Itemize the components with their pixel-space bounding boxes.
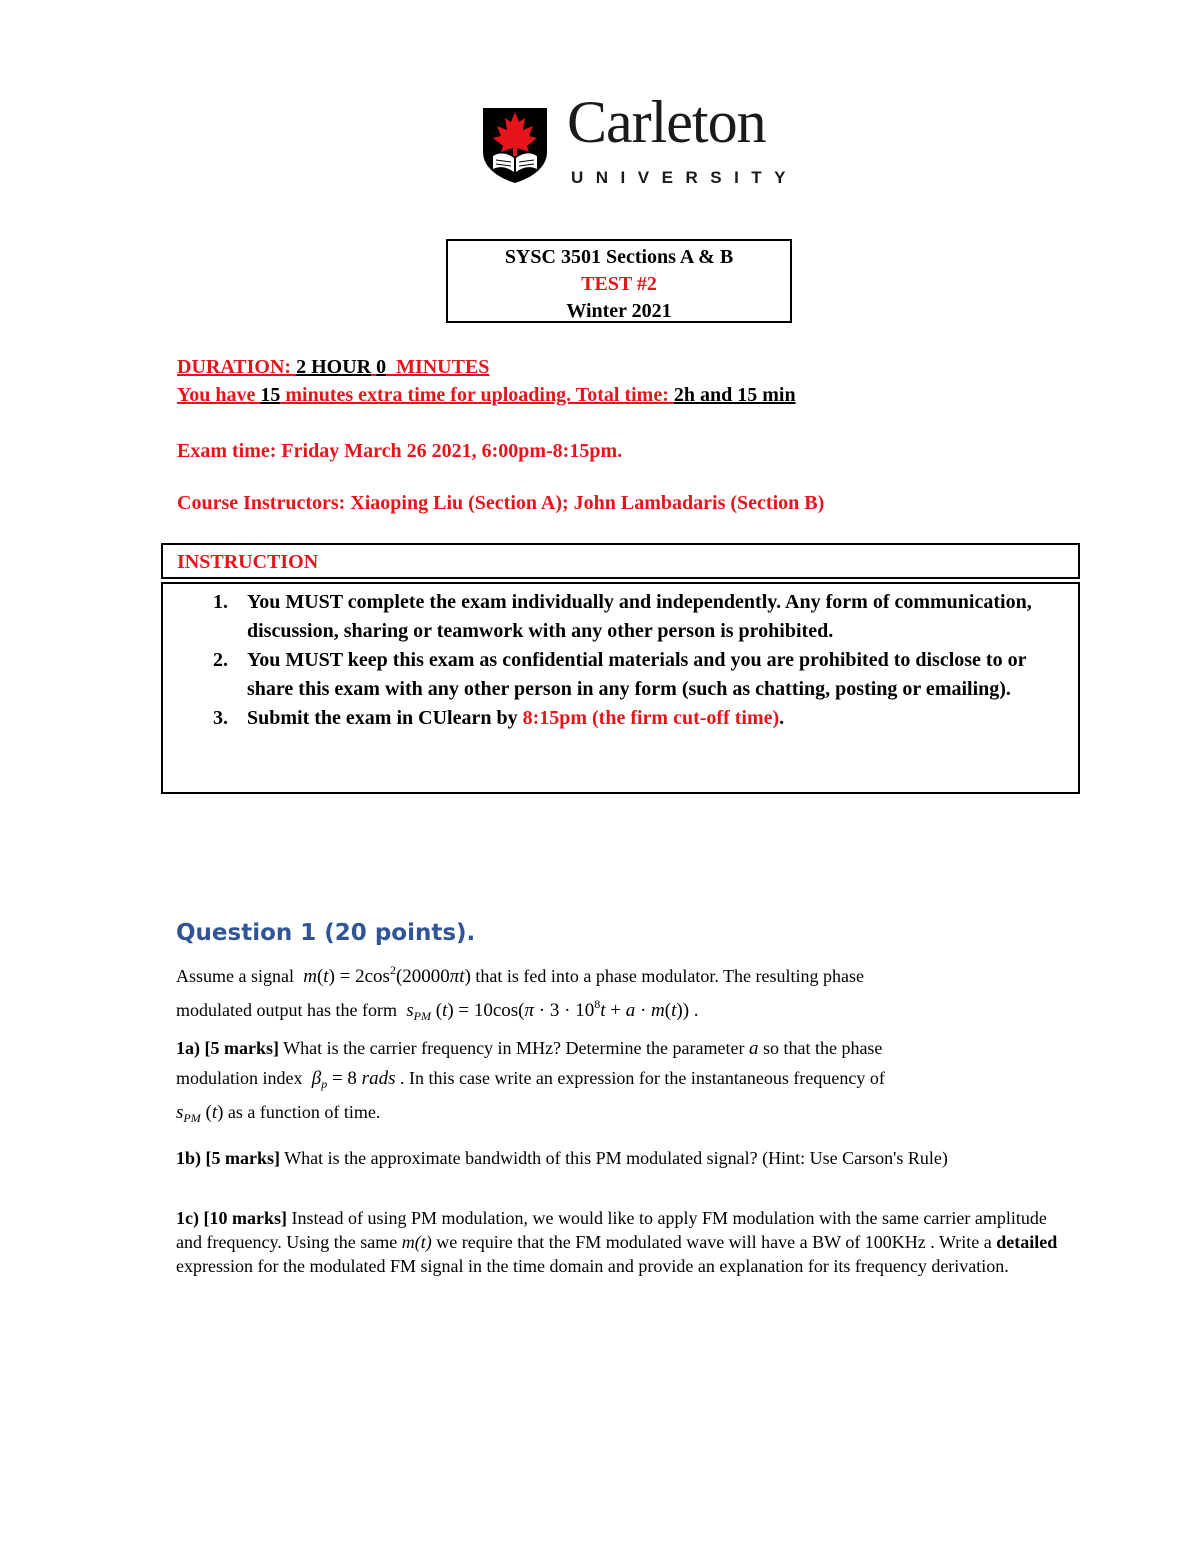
upload-pre: You have — [177, 384, 256, 406]
part-text: so that the phase — [762, 1038, 883, 1058]
intro-text: that is fed into a phase modulator. The resulting phase — [475, 966, 865, 986]
part-marks: [5 marks] — [204, 1038, 279, 1058]
test-number: TEST #2 — [581, 273, 657, 295]
part-1a-line3: $s_{PM}$ (t) as a function of time. — [176, 1102, 381, 1125]
pm-output-equation: s — [401, 1000, 414, 1021]
part-1a — [176, 1036, 1076, 1061]
mt-symbol: m(t) — [401, 1232, 432, 1252]
signal-equation: m — [298, 966, 317, 987]
exam-time: Exam time: Friday March 26 2021, 6:00pm-8:15pm. — [177, 440, 623, 462]
instruction-list — [163, 588, 1078, 733]
exam-title-box — [446, 239, 792, 323]
duration-zero: 0 — [376, 356, 387, 378]
instruction-text: You MUST complete the exam individually and independently. Any form of communication, discussion, sharing or teamwork with any other person is prohibited. — [247, 591, 1032, 642]
question-1-intro-line2: modulated output has the form $s_{PM}$ $(t) = 10\cos(\pi \cdot 3 \cdot 10^8t + a \cdot m(t))$ . — [176, 997, 699, 1023]
part-marks: [10 marks] — [203, 1208, 287, 1228]
instruction-number: 1. — [213, 591, 228, 613]
part-text: modulation index — [176, 1068, 303, 1088]
instruction-number: 2. — [213, 649, 228, 671]
question-1-title: Question 1 (20 points). — [176, 920, 476, 946]
param-a: a — [748, 1038, 759, 1059]
instruction-deadline: 8:15pm (the firm cut-off time) — [522, 707, 780, 729]
question-1-intro-line1: Assume a signal $m(t) = 2\cos^2(20000\pi t)$ that is fed into a phase modulator. The resulting phase — [176, 963, 865, 987]
part-text: . In this case write an expression for the instantaneous frequency of — [399, 1068, 885, 1088]
duration-label: DURATION: — [177, 356, 292, 378]
part-text: as a function of time. — [227, 1102, 381, 1122]
instruction-heading: INSTRUCTION — [177, 551, 319, 573]
spm-symbol: s — [176, 1102, 184, 1123]
carleton-crest-icon — [481, 106, 549, 184]
instruction-text: You MUST keep this exam as confidential materials and you are prohibited to disclose to or share this exam with any other person in any form (such as chatting, posting or emailing). — [247, 649, 1027, 700]
emphasis-detailed: detailed — [996, 1232, 1058, 1252]
exam-term: Winter 2021 — [566, 300, 672, 322]
part-marks: [5 marks] — [205, 1148, 281, 1168]
part-label: 1b) — [176, 1148, 202, 1168]
part-text: Instead of using PM modulation, we would like to apply FM modulation with the same carrier amplitude and frequency. Using the same — [176, 1208, 1047, 1252]
instruction-text: Submit the exam in CUlearn by — [247, 707, 523, 729]
part-label: 1a) — [176, 1038, 200, 1058]
intro-text: modulated output has the form — [176, 1000, 397, 1020]
part-label: 1c) — [176, 1208, 199, 1228]
duration-minutes: _MINUTES — [386, 356, 490, 378]
instruction-header — [161, 543, 1080, 579]
course-instructors: Course Instructors: Xiaoping Liu (Section A); John Lambadaris (Section B) — [177, 492, 825, 514]
intro-text: Assume a signal — [176, 966, 294, 986]
duration-line — [177, 356, 489, 379]
upload-mid: minutes extra time for uploading. Total time: — [285, 384, 674, 406]
part-1a-line2: modulation index $\beta_p = 8$ rads . In this case write an expression for the instantaneous frequency of — [176, 1068, 885, 1091]
instruction-number: 3. — [213, 707, 228, 729]
part-text: What is the approximate bandwidth of this PM modulated signal? (Hint: Use Carson's Rule) — [280, 1148, 948, 1168]
modulation-index-equation: β — [306, 1068, 322, 1089]
upload-line — [177, 384, 796, 407]
carleton-logo — [481, 89, 801, 188]
part-1c — [176, 1206, 1076, 1278]
part-text: expression for the modulated FM signal in the time domain and provide an explanation for its frequency derivation. — [176, 1256, 1009, 1276]
instruction-item — [163, 646, 1078, 704]
duration-hours: 2 HOUR — [296, 356, 372, 378]
instruction-item — [163, 704, 1078, 733]
upload-total: 2h and 15 min — [673, 384, 796, 406]
logo-wordmark: Carleton — [567, 89, 766, 155]
logo-subtitle: UNIVERSITY — [571, 168, 799, 187]
part-text: What is the carrier frequency in MHz? Determine the parameter — [279, 1038, 745, 1058]
instruction-text-end: . — [779, 707, 785, 729]
course-title: SYSC 3501 Sections A & B — [504, 246, 734, 268]
part-1b — [176, 1146, 1076, 1170]
part-text: we require that the FM modulated wave will have a BW of 100KHz . Write a — [431, 1232, 997, 1252]
upload-fifteen: 15 — [260, 384, 281, 406]
instruction-item — [163, 588, 1078, 646]
instruction-list-box — [161, 582, 1080, 794]
